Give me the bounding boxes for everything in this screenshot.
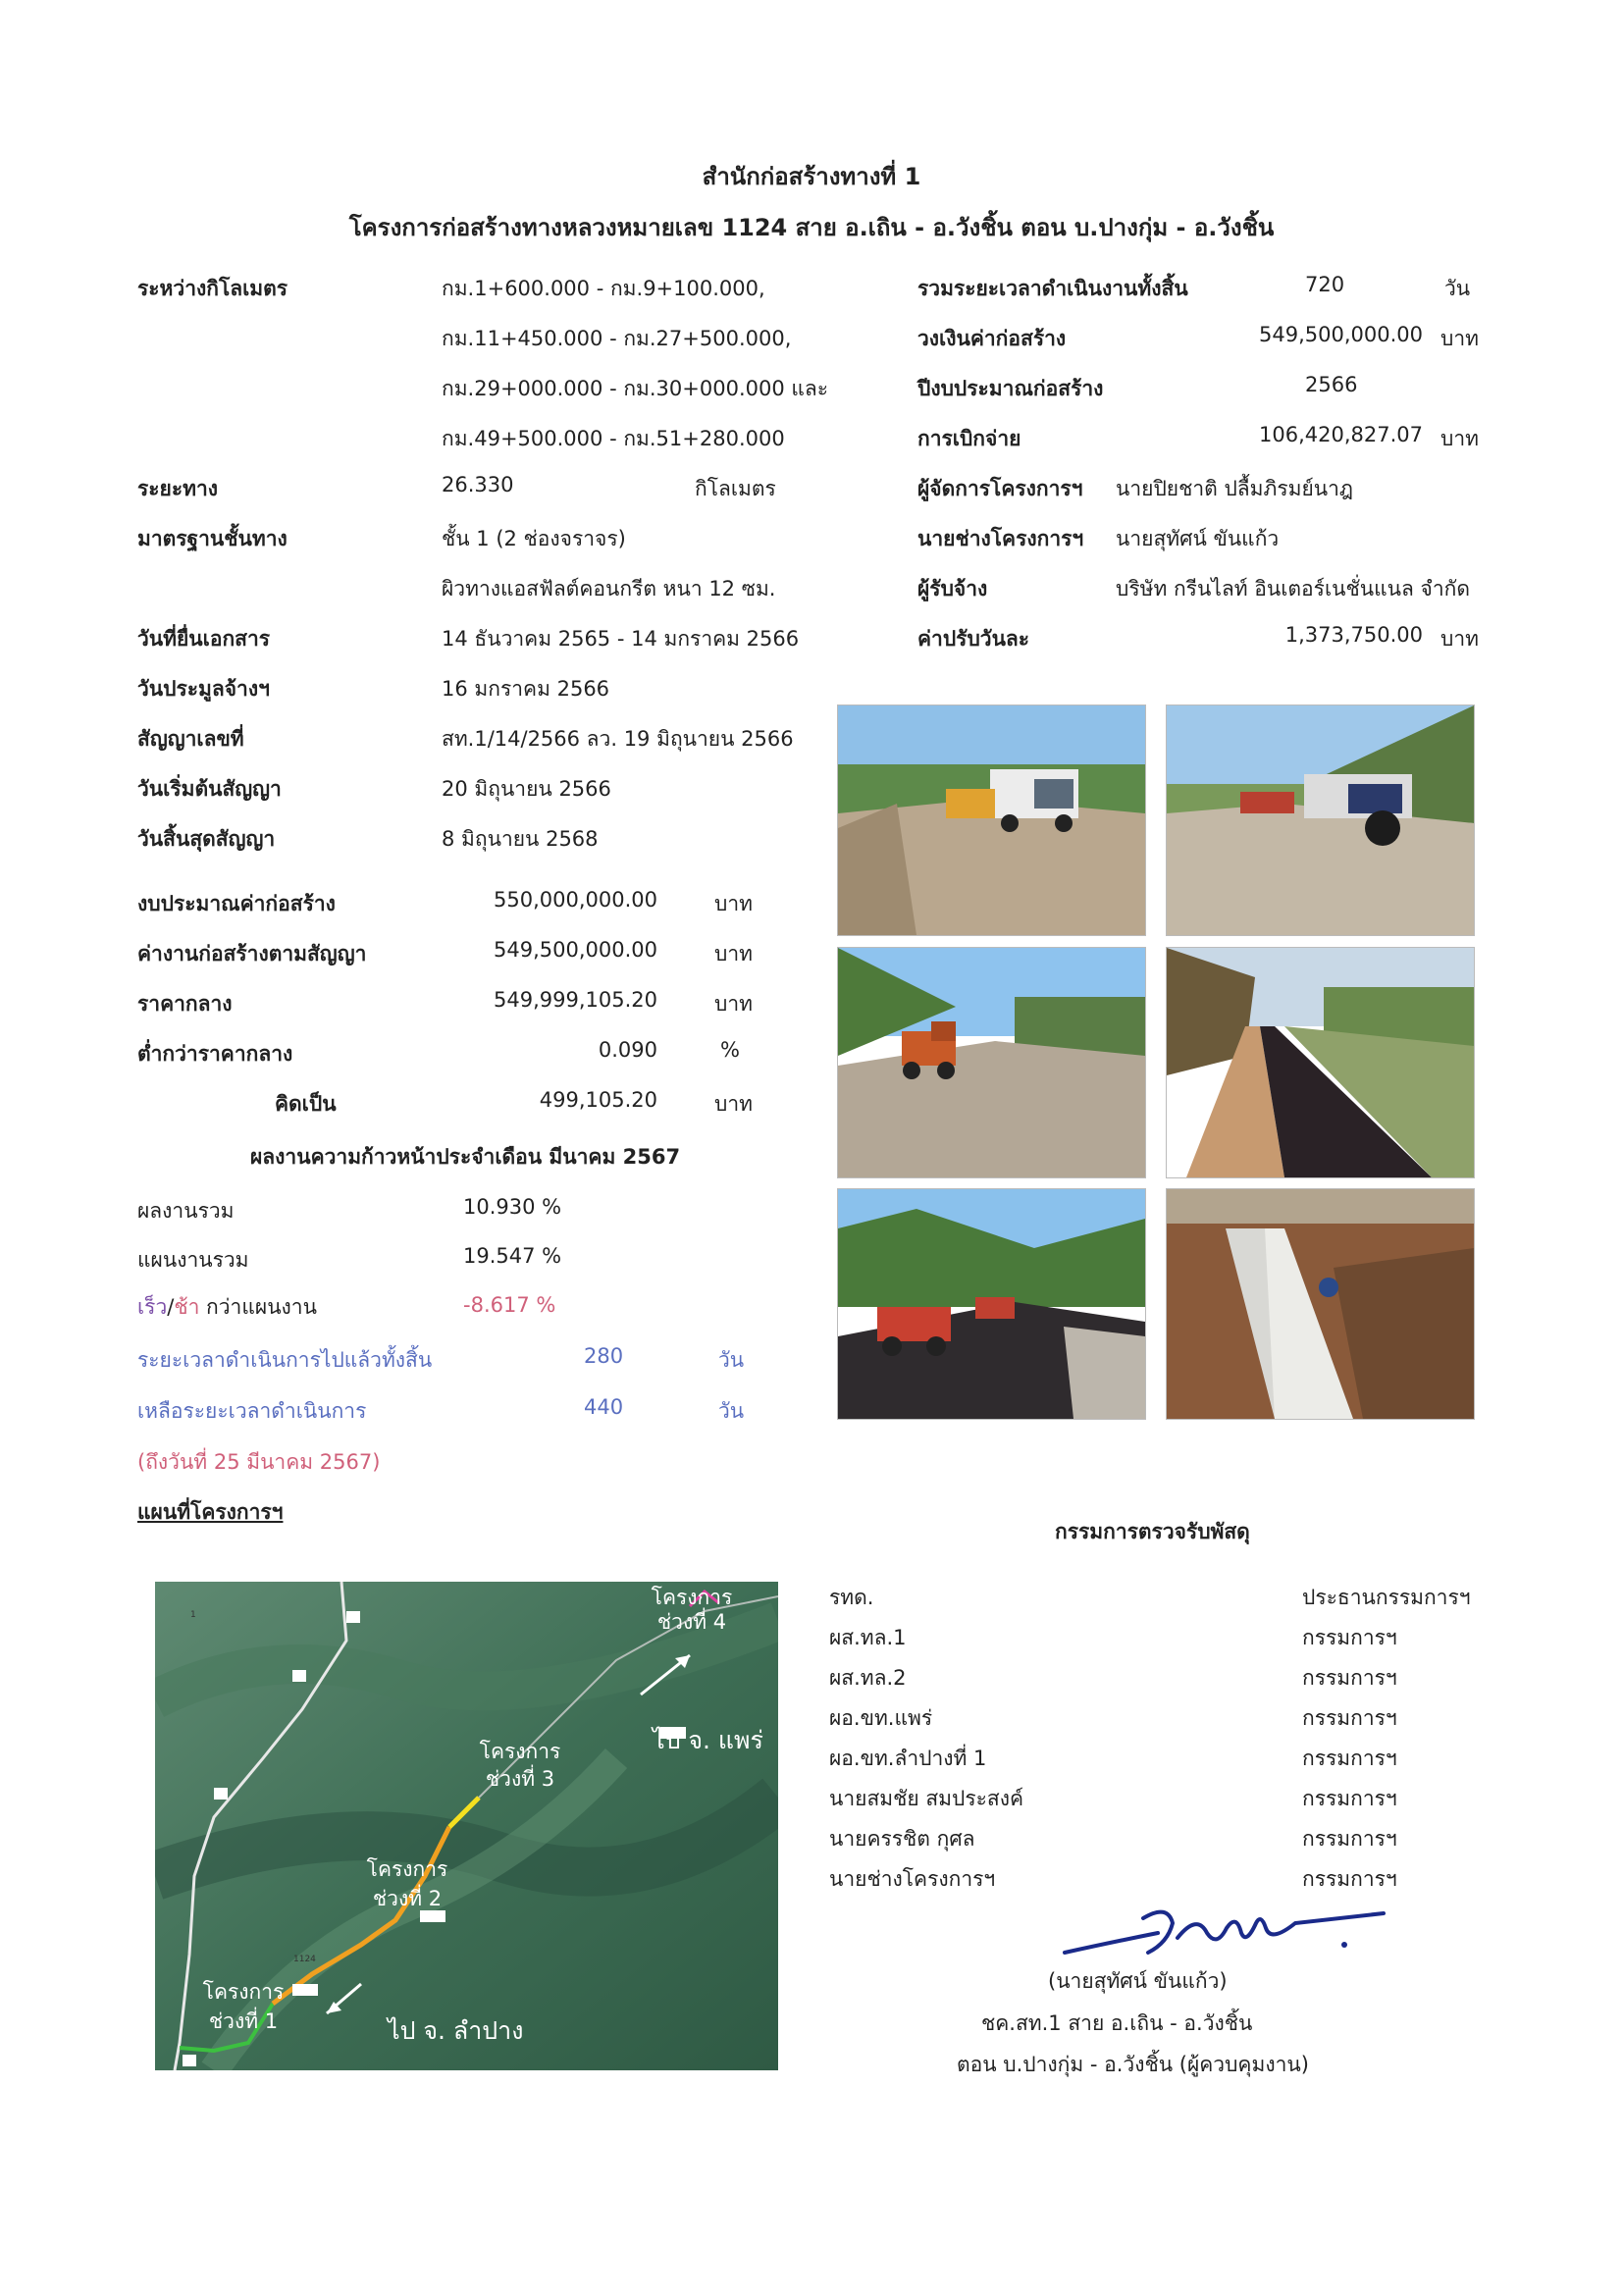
photo-grader: [837, 947, 1146, 1178]
map-heading: แผนที่โครงการฯ: [137, 1500, 284, 1524]
road-1-label-a: 1: [190, 1610, 196, 1620]
budget-label: วงเงินค่าก่อสร้าง: [917, 327, 1067, 350]
member-name: นายครรชิต กุศล: [829, 1827, 975, 1851]
submit-value: 14 ธันวาคม 2565 - 14 มกราคม 2566: [442, 627, 800, 651]
road-1124-label: 1124: [293, 1955, 316, 1964]
diff-label-line: [137, 1291, 317, 1324]
fine-label: ค่าปรับวันละ: [917, 627, 1030, 651]
total-time-unit: วัน: [1444, 277, 1471, 300]
km-label: ระหว่างกิโลเมตร: [137, 277, 288, 300]
fiscal-label: ปีงบประมาณก่อสร้าง: [917, 377, 1104, 400]
slash: /: [167, 1295, 175, 1319]
photo-asphalt-lane: [1166, 947, 1475, 1178]
elapsed-label: ระยะเวลาดำเนินการไปแล้วทั้งสิ้น: [137, 1348, 433, 1372]
office-title: สำนักก่อสร้างทางที่ 1: [702, 163, 921, 190]
member-role: ประธานกรรมการฯ: [1302, 1586, 1471, 1609]
section-2-label-a: โครงการ: [366, 1857, 448, 1881]
plan-label: แผนงานรวม: [137, 1248, 249, 1272]
budget-value: 549,500,000.00: [1259, 323, 1423, 346]
signer-position-2: ตอน บ.ปางกุ่ม - อ.วังชิ้น (ผู้ควบคุมงาน): [957, 2053, 1309, 2076]
contractor-label: ผู้รับจ้าง: [917, 577, 988, 600]
member-name: ผอ.ขท.ลำปางที่ 1: [829, 1747, 987, 1770]
section-3-label: [456, 1738, 584, 1793]
member-name: นายสมชัย สมประสงค์: [829, 1787, 1024, 1810]
elapsed-value: 280: [584, 1344, 624, 1368]
end-label: วันสิ้นสุดสัญญา: [137, 827, 276, 851]
member-name: ผอ.ขท.แพร่: [829, 1706, 933, 1730]
surface-value: ผิวทางแอสฟัลต์คอนกรีต หนา 12 ซม.: [442, 577, 776, 600]
median-price-value: 549,999,105.20: [494, 988, 657, 1012]
diff-label: กว่าแผนงาน: [199, 1295, 317, 1319]
actual-label: ผลงานรวม: [137, 1199, 235, 1223]
below-median-unit: %: [720, 1038, 740, 1062]
total-value: 499,105.20: [539, 1088, 657, 1112]
median-price-unit: บาท: [714, 992, 753, 1016]
km-line-4: กม.49+500.000 - กม.51+280.000: [442, 427, 785, 450]
km-line-3: กม.29+000.000 - กม.30+000.000 และ: [442, 377, 829, 400]
distance-unit: กิโลเมตร: [695, 477, 776, 500]
start-value: 20 มิถุนายน 2566: [442, 777, 611, 801]
section-2-label: [343, 1854, 471, 1913]
project-title: โครงการก่อสร้างทางหลวงหมายเลข 1124 สาย อ.เถิน - อ.วังชิ้น ตอน บ.ปางกุ่ม - อ.วังชิ้น: [348, 214, 1275, 241]
section-1-label-a: โครงการ: [202, 1980, 285, 2004]
as-of-date: (ถึงวันที่ 25 มีนาคม 2567): [137, 1450, 381, 1474]
km-line-2: กม.11+450.000 - กม.27+500.000,: [442, 327, 792, 350]
bid-label: วันประมูลจ้างฯ: [137, 677, 270, 701]
km-line-1: กม.1+600.000 - กม.9+100.000,: [442, 277, 765, 300]
member-name: นายช่างโครงการฯ: [829, 1867, 996, 1891]
disburse-value: 106,420,827.07: [1259, 423, 1423, 446]
total-unit: บาท: [714, 1092, 753, 1116]
member-role: กรรมการฯ: [1302, 1706, 1397, 1730]
fast-label: เร็ว: [137, 1295, 168, 1319]
budget-unit: บาท: [1440, 327, 1479, 350]
fine-value: 1,373,750.00: [1284, 623, 1423, 647]
member-role: กรรมการฯ: [1302, 1666, 1397, 1690]
photo-milling-truck: [837, 704, 1146, 936]
section-1-label-b: ช่วงที่ 1: [208, 2009, 279, 2033]
signer-position-1: ชค.สท.1 สาย อ.เถิน - อ.วังชิ้น: [981, 2011, 1253, 2035]
distance-label: ระยะทาง: [137, 477, 219, 500]
budget-row-unit: บาท: [714, 892, 753, 915]
photo-rollers: [837, 1188, 1146, 1420]
budget-row-value: 550,000,000.00: [494, 888, 657, 912]
budget-row-label: งบประมาณค่าก่อสร้าง: [137, 892, 336, 915]
progress-title: ผลงานความก้าวหน้าประจำเดือน มีนาคม 2567: [250, 1145, 681, 1169]
contract-price-label: ค่างานก่อสร้างตามสัญญา: [137, 942, 367, 965]
section-4-label: [628, 1586, 756, 1635]
member-role: กรรมการฯ: [1302, 1867, 1397, 1891]
diff-value: -8.617 %: [463, 1293, 556, 1317]
manager-value: นายปิยชาติ ปลื้มภิรมย์นาฎ: [1116, 477, 1354, 500]
actual-value: 10.930 %: [463, 1195, 562, 1219]
disburse-label: การเบิกจ่าย: [917, 427, 1021, 450]
bid-value: 16 มกราคม 2566: [442, 677, 610, 701]
slow-label: ช้า: [174, 1295, 200, 1319]
remain-value: 440: [584, 1395, 624, 1419]
contract-label: สัญญาเลขที่: [137, 727, 244, 751]
below-median-label: ต่ำกว่าราคากลาง: [137, 1042, 293, 1066]
member-role: กรรมการฯ: [1302, 1787, 1397, 1810]
section-1-label: [180, 1977, 307, 2036]
submit-label: วันที่ยื่นเอกสาร: [137, 627, 271, 651]
disburse-unit: บาท: [1440, 427, 1479, 450]
manager-label: ผู้จัดการโครงการฯ: [917, 477, 1083, 500]
signer-name: (นายสุทัศน์ ขันแก้ว): [1048, 1969, 1228, 1993]
section-3-label-b: ช่วงที่ 3: [485, 1767, 555, 1791]
member-name: ผส.ทล.2: [829, 1666, 907, 1690]
photo-recycler-machine: [1166, 704, 1475, 936]
remain-label: เหลือระยะเวลาดำเนินการ: [137, 1399, 367, 1423]
section-3-label-a: โครงการ: [479, 1740, 561, 1763]
plan-value: 19.547 %: [463, 1244, 562, 1268]
to-phrae-label: ไป จ. แพร่: [653, 1726, 763, 1754]
committee-title: กรรมการตรวจรับพัสดุ: [1055, 1520, 1250, 1543]
standard-value: ชั้น 1 (2 ช่องจราจร): [442, 527, 626, 550]
member-role: กรรมการฯ: [1302, 1827, 1397, 1851]
section-4-label-b: ช่วงที่ 4: [656, 1610, 727, 1634]
elapsed-unit: วัน: [718, 1348, 745, 1372]
fine-unit: บาท: [1440, 627, 1479, 651]
contract-price-unit: บาท: [714, 942, 753, 965]
engineer-label: นายช่างโครงการฯ: [917, 527, 1084, 550]
photo-drain-pipes: [1166, 1188, 1475, 1420]
remain-unit: วัน: [718, 1399, 745, 1423]
start-label: วันเริ่มต้นสัญญา: [137, 777, 282, 801]
standard-label: มาตรฐานชั้นทาง: [137, 527, 288, 550]
to-lampang-label: ไป จ. ลำปาง: [388, 2016, 524, 2045]
total-time-value: 720: [1305, 273, 1345, 296]
member-role: กรรมการฯ: [1302, 1747, 1397, 1770]
total-time-label: รวมระยะเวลาดำเนินงานทั้งสิ้น: [917, 277, 1188, 300]
member-role: กรรมการฯ: [1302, 1626, 1397, 1649]
below-median-value: 0.090: [598, 1038, 657, 1062]
contract-price-value: 549,500,000.00: [494, 938, 657, 962]
member-name: รทด.: [829, 1586, 874, 1609]
signature-mark: [1050, 1884, 1393, 1977]
distance-value: 26.330: [442, 473, 514, 496]
contractor-value: บริษัท กรีนไลท์ อินเตอร์เนชั่นแนล จำกัด: [1116, 577, 1470, 600]
contract-value: สท.1/14/2566 ลว. 19 มิถุนายน 2566: [442, 727, 794, 751]
member-name: ผส.ทล.1: [829, 1626, 907, 1649]
section-4-label-a: โครงการ: [651, 1586, 733, 1609]
fiscal-value: 2566: [1305, 373, 1358, 396]
engineer-value: นายสุทัศน์ ขันแก้ว: [1116, 527, 1280, 550]
total-label: คิดเป็น: [275, 1092, 337, 1116]
section-2-label-b: ช่วงที่ 2: [372, 1887, 443, 1910]
end-value: 8 มิถุนายน 2568: [442, 827, 599, 851]
median-price-label: ราคากลาง: [137, 992, 233, 1016]
